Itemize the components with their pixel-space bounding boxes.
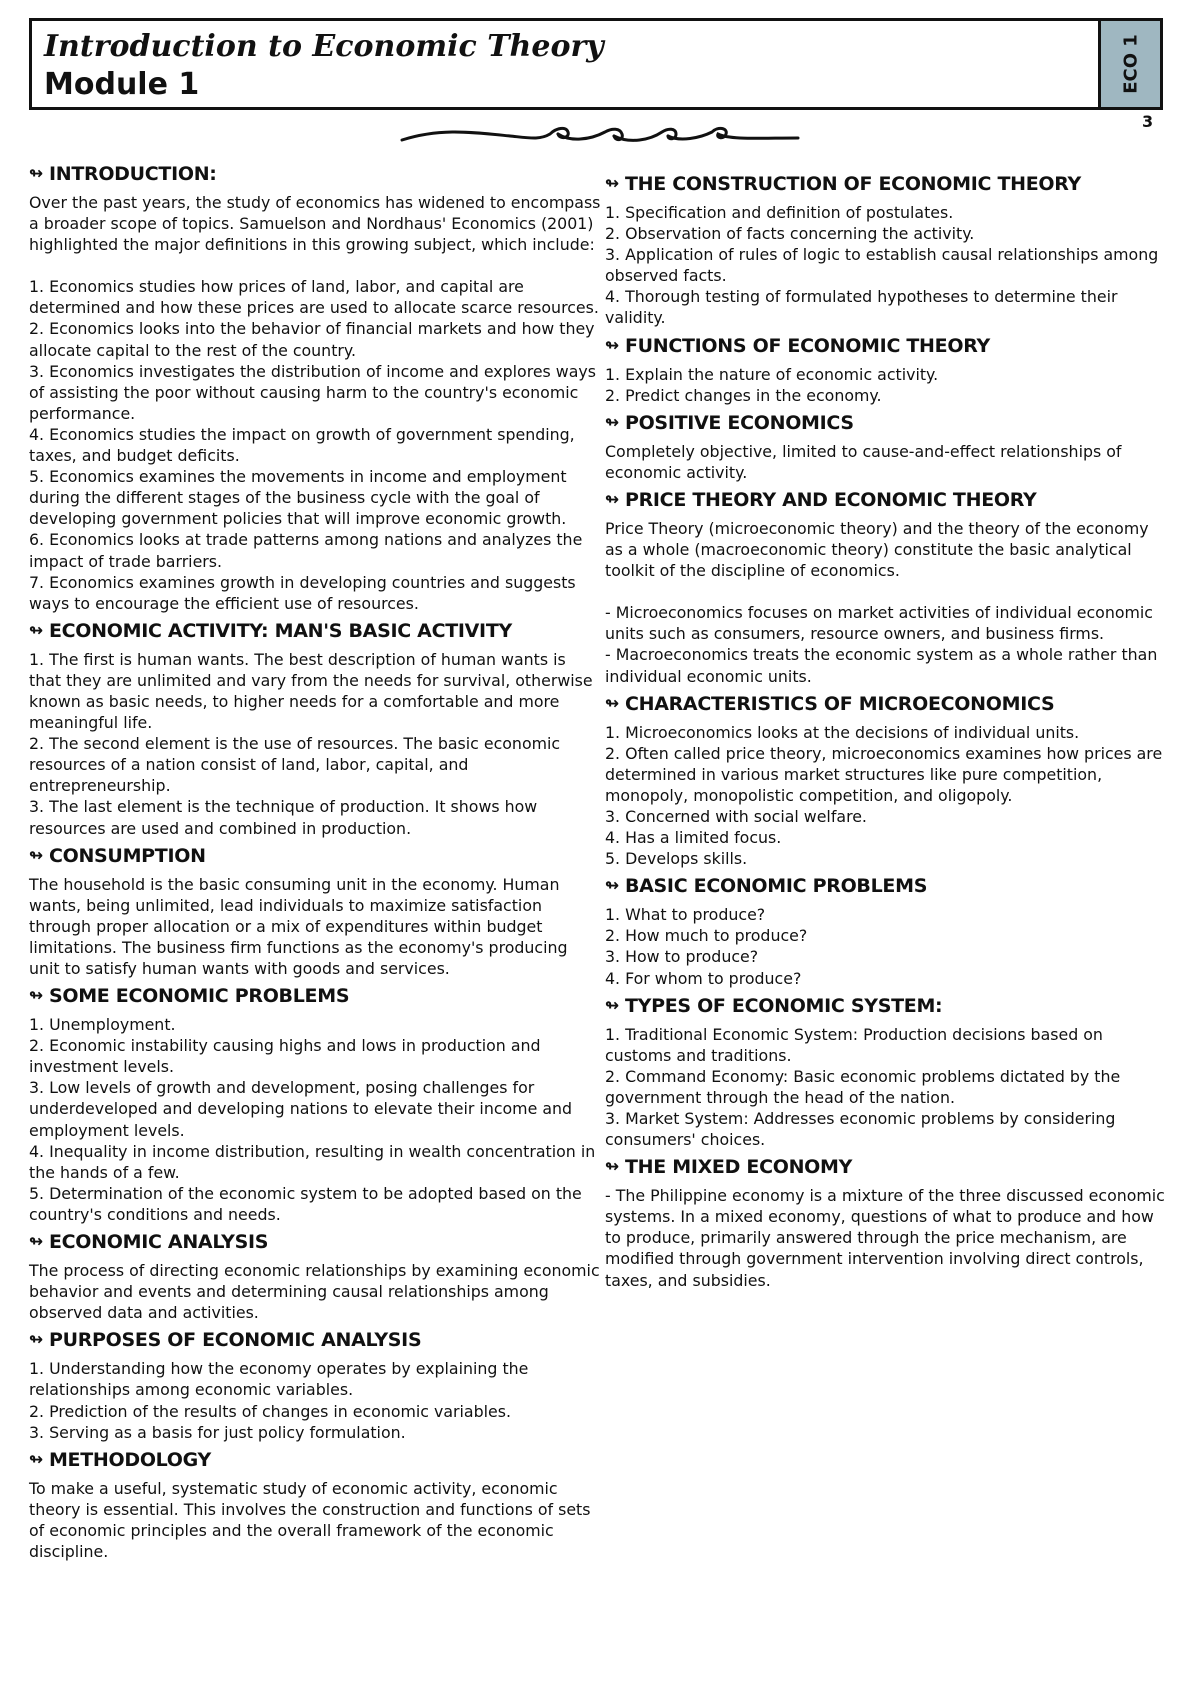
section-types-of-system bbox=[605, 992, 1170, 1151]
heading-text: CHARACTERISTICS OF MICROECONOMICS bbox=[624, 692, 1055, 715]
paragraph: The process of directing economic relationships by examining economic behavior and events and determining causal relationships among observed data and activities. bbox=[29, 1261, 600, 1323]
left-column bbox=[29, 160, 602, 1565]
list-item: 3. Concerned with social welfare. bbox=[605, 806, 867, 826]
section-positive-economics bbox=[605, 409, 1170, 483]
list-item: 4. Thorough testing of formulated hypotheses to determine their validity. bbox=[605, 287, 1118, 328]
section-heading bbox=[29, 982, 602, 1010]
section-introduction bbox=[29, 160, 602, 614]
section-mixed-economy bbox=[605, 1153, 1170, 1290]
section-heading bbox=[605, 1153, 1170, 1181]
section-heading bbox=[29, 1446, 602, 1474]
section-economic-analysis bbox=[29, 1228, 602, 1323]
course-tab bbox=[1098, 21, 1160, 107]
paragraph: - The Philippine economy is a mixture of the three discussed economic systems. In a mixed economy, questions of what to produce and how to produce, primarily answered through the price mechanism, are modified through government intervention involving direct controls, taxes, and subsidies. bbox=[605, 1186, 1165, 1290]
section-construction bbox=[605, 170, 1170, 329]
arrow-icon: ↬ bbox=[29, 845, 43, 866]
arrow-icon: ↬ bbox=[605, 489, 619, 510]
section-basic-problems bbox=[605, 872, 1170, 988]
heading-text: CONSUMPTION bbox=[48, 844, 206, 867]
section-functions bbox=[605, 332, 1170, 406]
list-item: 3. Serving as a basis for just policy formulation. bbox=[29, 1422, 406, 1442]
section-methodology bbox=[29, 1446, 602, 1562]
list-item: 4. Inequality in income distribution, resulting in wealth concentration in the hands of a few. bbox=[29, 1141, 596, 1182]
heading-text: METHODOLOGY bbox=[48, 1448, 211, 1471]
list-item: 1. Understanding how the economy operates by explaining the relationships among economic variables. bbox=[29, 1359, 529, 1400]
list-item: 2. Predict changes in the economy. bbox=[605, 385, 882, 405]
arrow-icon: ↬ bbox=[605, 174, 619, 194]
list-item: 7. Economics examines growth in developing countries and suggests ways to encourage the efficient use of resources. bbox=[29, 572, 576, 613]
list-item: 1. Economics studies how prices of land, labor, and capital are determined and how these prices are used to allocate scarce resources. bbox=[29, 277, 599, 318]
heading-text: SOME ECONOMIC PROBLEMS bbox=[48, 985, 350, 1008]
arrow-icon: ↬ bbox=[29, 620, 43, 641]
section-heading bbox=[29, 160, 602, 188]
arrow-icon: ↬ bbox=[29, 1449, 43, 1470]
page-header bbox=[29, 18, 1163, 110]
section-heading bbox=[29, 1326, 602, 1354]
list-item: 2. Often called price theory, microeconomics examines how prices are determined in various market structures like pure competition, monopoly, monopolistic competition, and oligopoly. bbox=[605, 743, 1163, 805]
list-item: 1. Unemployment. bbox=[29, 1015, 176, 1035]
paragraph: Completely objective, limited to cause-and-effect relationships of economic activity. bbox=[605, 441, 1122, 482]
arrow-icon: ↬ bbox=[29, 986, 43, 1007]
paragraph: The household is the basic consuming unit in the economy. Human wants, being unlimited, lead individuals to maximize satisfaction through proper allocation or a mix of expenditures within budget limitations. The business firm functions as the economy's producing unit to satisfy human wants with goods and services. bbox=[29, 874, 568, 978]
page-title: Introduction to Economic Theory bbox=[44, 29, 604, 64]
arrow-icon: ↬ bbox=[605, 693, 619, 714]
list-item: 4. Has a limited focus. bbox=[605, 828, 782, 848]
paragraph: Over the past years, the study of economics has widened to encompass a broader scope of topics. Samuelson and Nordhaus' Economics (2001) highlighted the major definitions in this growing subject, which include: bbox=[29, 193, 601, 255]
list-item: 2. Economic instability causing highs and lows in production and investment levels. bbox=[29, 1036, 541, 1077]
arrow-icon: ↬ bbox=[605, 412, 619, 433]
section-heading bbox=[605, 690, 1170, 718]
section-heading bbox=[29, 617, 602, 645]
section-price-theory bbox=[605, 486, 1170, 687]
list-item: 1. Specification and definition of postulates. bbox=[605, 203, 954, 222]
arrow-icon: ↬ bbox=[29, 1330, 43, 1351]
list-item: 2. Prediction of the results of changes in economic variables. bbox=[29, 1401, 511, 1421]
list-item: 1. Explain the nature of economic activity. bbox=[605, 364, 939, 384]
list-item: 1. Traditional Economic System: Production decisions based on customs and traditions. bbox=[605, 1024, 1103, 1065]
list-item: 6. Economics looks at trade patterns among nations and analyzes the impact of trade barriers. bbox=[29, 530, 583, 571]
section-heading bbox=[29, 842, 602, 870]
heading-text: INTRODUCTION: bbox=[48, 163, 217, 185]
heading-text: ECONOMIC ACTIVITY: MAN'S BASIC ACTIVITY bbox=[48, 619, 512, 642]
section-consumption bbox=[29, 842, 602, 979]
list-item: 3. Low levels of growth and development, posing challenges for underdeveloped and developing nations to elevate their income and employment levels. bbox=[29, 1078, 573, 1140]
list-item: 2. Observation of facts concerning the activity. bbox=[605, 224, 975, 244]
heading-text: FUNCTIONS OF ECONOMIC THEORY bbox=[624, 334, 990, 357]
list-item: 3. Market System: Addresses economic problems by considering consumers' choices. bbox=[605, 1109, 1116, 1150]
list-item: 2. Command Economy: Basic economic problems dictated by the government through the head of the nation. bbox=[605, 1066, 1121, 1107]
module-label: Module 1 bbox=[44, 67, 200, 102]
list-item: 2. Economics looks into the behavior of financial markets and how they allocate capital to the rest of the country. bbox=[29, 319, 595, 360]
heading-text: BASIC ECONOMIC PROBLEMS bbox=[624, 875, 928, 898]
heading-text: ECONOMIC ANALYSIS bbox=[48, 1231, 269, 1254]
arrow-icon: ↬ bbox=[29, 164, 43, 184]
section-heading bbox=[605, 872, 1170, 900]
section-heading bbox=[605, 332, 1170, 360]
list-item: 3. Application of rules of logic to establish causal relationships among observed facts. bbox=[605, 245, 1159, 286]
list-item: 4. Economics studies the impact on growth of government spending, taxes, and budget deficits. bbox=[29, 424, 575, 466]
paragraph: Price Theory (microeconomic theory) and the theory of the economy as a whole (macroeconomic theory) constitute the basic analytical toolkit of the discipline of economics. bbox=[605, 518, 1149, 581]
list-item: 1. What to produce? bbox=[605, 905, 766, 925]
list-item: - Microeconomics focuses on market activities of individual economic units such as consumers, resource owners, and business firms. bbox=[605, 603, 1153, 644]
arrow-icon: ↬ bbox=[29, 1232, 43, 1253]
list-item: 5. Economics examines the movements in income and employment during the different stages of the business cycle with the goal of developing government policies that will improve economic growth. bbox=[29, 467, 567, 529]
section-heading bbox=[605, 170, 1170, 198]
list-item: 2. How much to produce? bbox=[605, 926, 808, 946]
section-heading bbox=[605, 486, 1170, 514]
arrow-icon: ↬ bbox=[605, 876, 619, 897]
list-item: 1. Microeconomics looks at the decisions of individual units. bbox=[605, 722, 1080, 742]
list-item: 3. The last element is the technique of production. It shows how resources are used and combined in production. bbox=[29, 797, 538, 838]
paragraph: To make a useful, systematic study of economic activity, economic theory is essential. This involves the construction and functions of sets of economic principles and the overall framework of the economic discipline. bbox=[29, 1478, 591, 1561]
section-purposes bbox=[29, 1326, 602, 1442]
section-heading bbox=[29, 1228, 602, 1256]
list-item: 5. Determination of the economic system to be adopted based on the country's conditions and needs. bbox=[29, 1183, 582, 1224]
arrow-icon: ↬ bbox=[605, 995, 619, 1016]
heading-text: TYPES OF ECONOMIC SYSTEM: bbox=[624, 994, 943, 1017]
heading-text: PURPOSES OF ECONOMIC ANALYSIS bbox=[48, 1329, 422, 1352]
page-number: 3 bbox=[1142, 112, 1154, 131]
list-item: 3. Economics investigates the distribution of income and explores ways of assisting the poor without causing harm to the country's economic performance. bbox=[29, 361, 596, 423]
course-code: ECO 1 bbox=[1120, 34, 1141, 94]
section-some-economic-problems bbox=[29, 982, 602, 1225]
list-item: - Macroeconomics treats the economic system as a whole rather than individual economic units. bbox=[605, 645, 1158, 686]
arrow-icon: ↬ bbox=[605, 1157, 619, 1178]
list-item: 3. How to produce? bbox=[605, 947, 759, 967]
list-item: 5. Develops skills. bbox=[605, 849, 748, 869]
list-item: 2. The second element is the use of resources. The basic economic resources of a nation consist of land, labor, capital, and entrepreneurship. bbox=[29, 734, 561, 796]
section-economic-activity bbox=[29, 617, 602, 839]
section-heading bbox=[605, 409, 1170, 437]
right-column bbox=[605, 170, 1170, 1294]
heading-text: PRICE THEORY AND ECONOMIC THEORY bbox=[624, 488, 1037, 511]
section-microeconomics bbox=[605, 690, 1170, 870]
section-heading bbox=[605, 992, 1170, 1020]
heading-text: POSITIVE ECONOMICS bbox=[624, 411, 854, 434]
heading-text: THE MIXED ECONOMY bbox=[624, 1156, 853, 1179]
list-item: 4. For whom to produce? bbox=[605, 968, 802, 988]
heading-text: THE CONSTRUCTION OF ECONOMIC THEORY bbox=[624, 173, 1082, 195]
list-item: 1. The first is human wants. The best description of human wants is that they are unlimited and vary from the needs for survival, otherwise known as basic needs, to higher needs for a comfortable and more meaningful life. bbox=[29, 649, 593, 733]
arrow-icon: ↬ bbox=[605, 335, 619, 356]
ornament-divider-icon bbox=[400, 118, 800, 154]
